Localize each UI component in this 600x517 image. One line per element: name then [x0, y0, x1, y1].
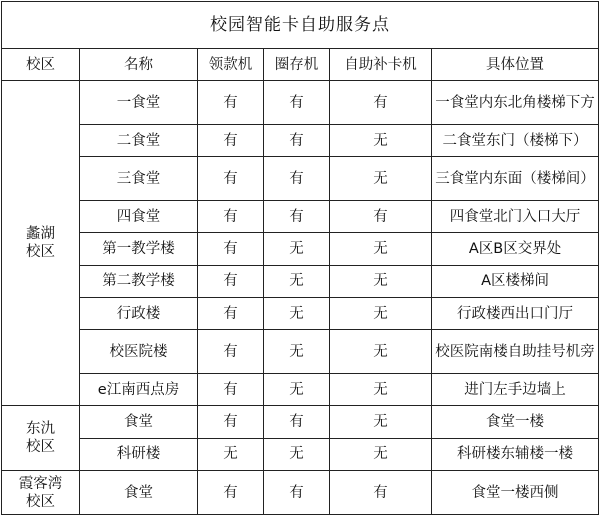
point-name: 第一教学楼	[80, 233, 198, 265]
reissue-status: 无	[330, 330, 432, 374]
header-name: 名称	[80, 48, 198, 80]
location-text: 校医院南楼自助挂号机旁	[432, 330, 599, 374]
reissue-status: 有	[330, 201, 432, 233]
deposit-status: 无	[264, 233, 330, 265]
campus-name: 东氿	[26, 421, 55, 438]
claim-status: 有	[198, 265, 264, 297]
campus-cell-lihu	[2, 81, 80, 406]
campus-name: 蠡湖	[26, 226, 55, 243]
table-row	[2, 406, 599, 438]
point-name: 一食堂	[80, 81, 198, 125]
location-text: A区楼梯间	[432, 265, 599, 297]
location-text: 食堂一楼	[432, 406, 599, 438]
service-points-table	[1, 1, 599, 515]
campus-name: 霞客湾	[18, 475, 63, 492]
claim-status: 有	[198, 406, 264, 438]
table-row	[2, 330, 599, 374]
header-claim: 领款机	[198, 48, 264, 80]
reissue-status: 无	[330, 374, 432, 406]
claim-status: 有	[198, 233, 264, 265]
reissue-status: 无	[330, 406, 432, 438]
location-text: 四食堂北门入口大厅	[432, 201, 599, 233]
point-name: 三食堂	[80, 157, 198, 201]
claim-status: 有	[198, 157, 264, 201]
location-text: 食堂一楼西侧	[432, 471, 599, 515]
table-title: 校园智能卡自助服务点	[2, 2, 599, 49]
deposit-status: 有	[264, 201, 330, 233]
location-text: 二食堂东门（楼梯下）	[432, 125, 599, 157]
point-name: 二食堂	[80, 125, 198, 157]
reissue-status: 无	[330, 157, 432, 201]
location-text: 进门左手边墙上	[432, 374, 599, 406]
table-row	[2, 298, 599, 330]
location-text: 三食堂内东面（楼梯间）	[432, 157, 599, 201]
location-text: A区B区交界处	[432, 233, 599, 265]
claim-status: 有	[198, 201, 264, 233]
claim-status: 无	[198, 438, 264, 470]
point-name: 四食堂	[80, 201, 198, 233]
header-reissue: 自助补卡机	[330, 48, 432, 80]
deposit-status: 无	[264, 374, 330, 406]
point-name: 科研楼	[80, 438, 198, 470]
deposit-status: 有	[264, 406, 330, 438]
header-location: 具体位置	[432, 48, 599, 80]
location-text: 行政楼西出口门厅	[432, 298, 599, 330]
reissue-status: 有	[330, 471, 432, 515]
reissue-status: 有	[330, 81, 432, 125]
location-text: 科研楼东辅楼一楼	[432, 438, 599, 470]
reissue-status: 无	[330, 298, 432, 330]
deposit-status: 有	[264, 125, 330, 157]
claim-status: 有	[198, 471, 264, 515]
deposit-status: 无	[264, 330, 330, 374]
point-name: e江南西点房	[80, 374, 198, 406]
deposit-status: 无	[264, 265, 330, 297]
campus-suffix: 校区	[26, 493, 55, 510]
reissue-status: 无	[330, 125, 432, 157]
table-row	[2, 438, 599, 470]
table-row	[2, 471, 599, 515]
deposit-status: 有	[264, 471, 330, 515]
header-deposit: 圈存机	[264, 48, 330, 80]
deposit-status: 无	[264, 438, 330, 470]
campus-cell-xiakewan	[2, 471, 80, 515]
campus-cell-dongqiu	[2, 406, 80, 471]
point-name: 校医院楼	[80, 330, 198, 374]
deposit-status: 有	[264, 157, 330, 201]
table-row	[2, 157, 599, 201]
point-name: 第二教学楼	[80, 265, 198, 297]
point-name: 食堂	[80, 406, 198, 438]
point-name: 食堂	[80, 471, 198, 515]
reissue-status: 无	[330, 438, 432, 470]
table-row	[2, 374, 599, 406]
deposit-status: 无	[264, 298, 330, 330]
deposit-status: 有	[264, 81, 330, 125]
claim-status: 有	[198, 330, 264, 374]
campus-suffix: 校区	[26, 244, 55, 261]
table-row	[2, 265, 599, 297]
reissue-status: 无	[330, 265, 432, 297]
table-row	[2, 233, 599, 265]
claim-status: 有	[198, 374, 264, 406]
table-row	[2, 81, 599, 125]
header-row	[2, 48, 599, 80]
header-campus: 校区	[2, 48, 80, 80]
location-text: 一食堂内东北角楼梯下方	[432, 81, 599, 125]
table-row	[2, 125, 599, 157]
claim-status: 有	[198, 298, 264, 330]
table-row	[2, 201, 599, 233]
claim-status: 有	[198, 125, 264, 157]
point-name: 行政楼	[80, 298, 198, 330]
campus-suffix: 校区	[26, 439, 55, 456]
reissue-status: 无	[330, 233, 432, 265]
claim-status: 有	[198, 81, 264, 125]
